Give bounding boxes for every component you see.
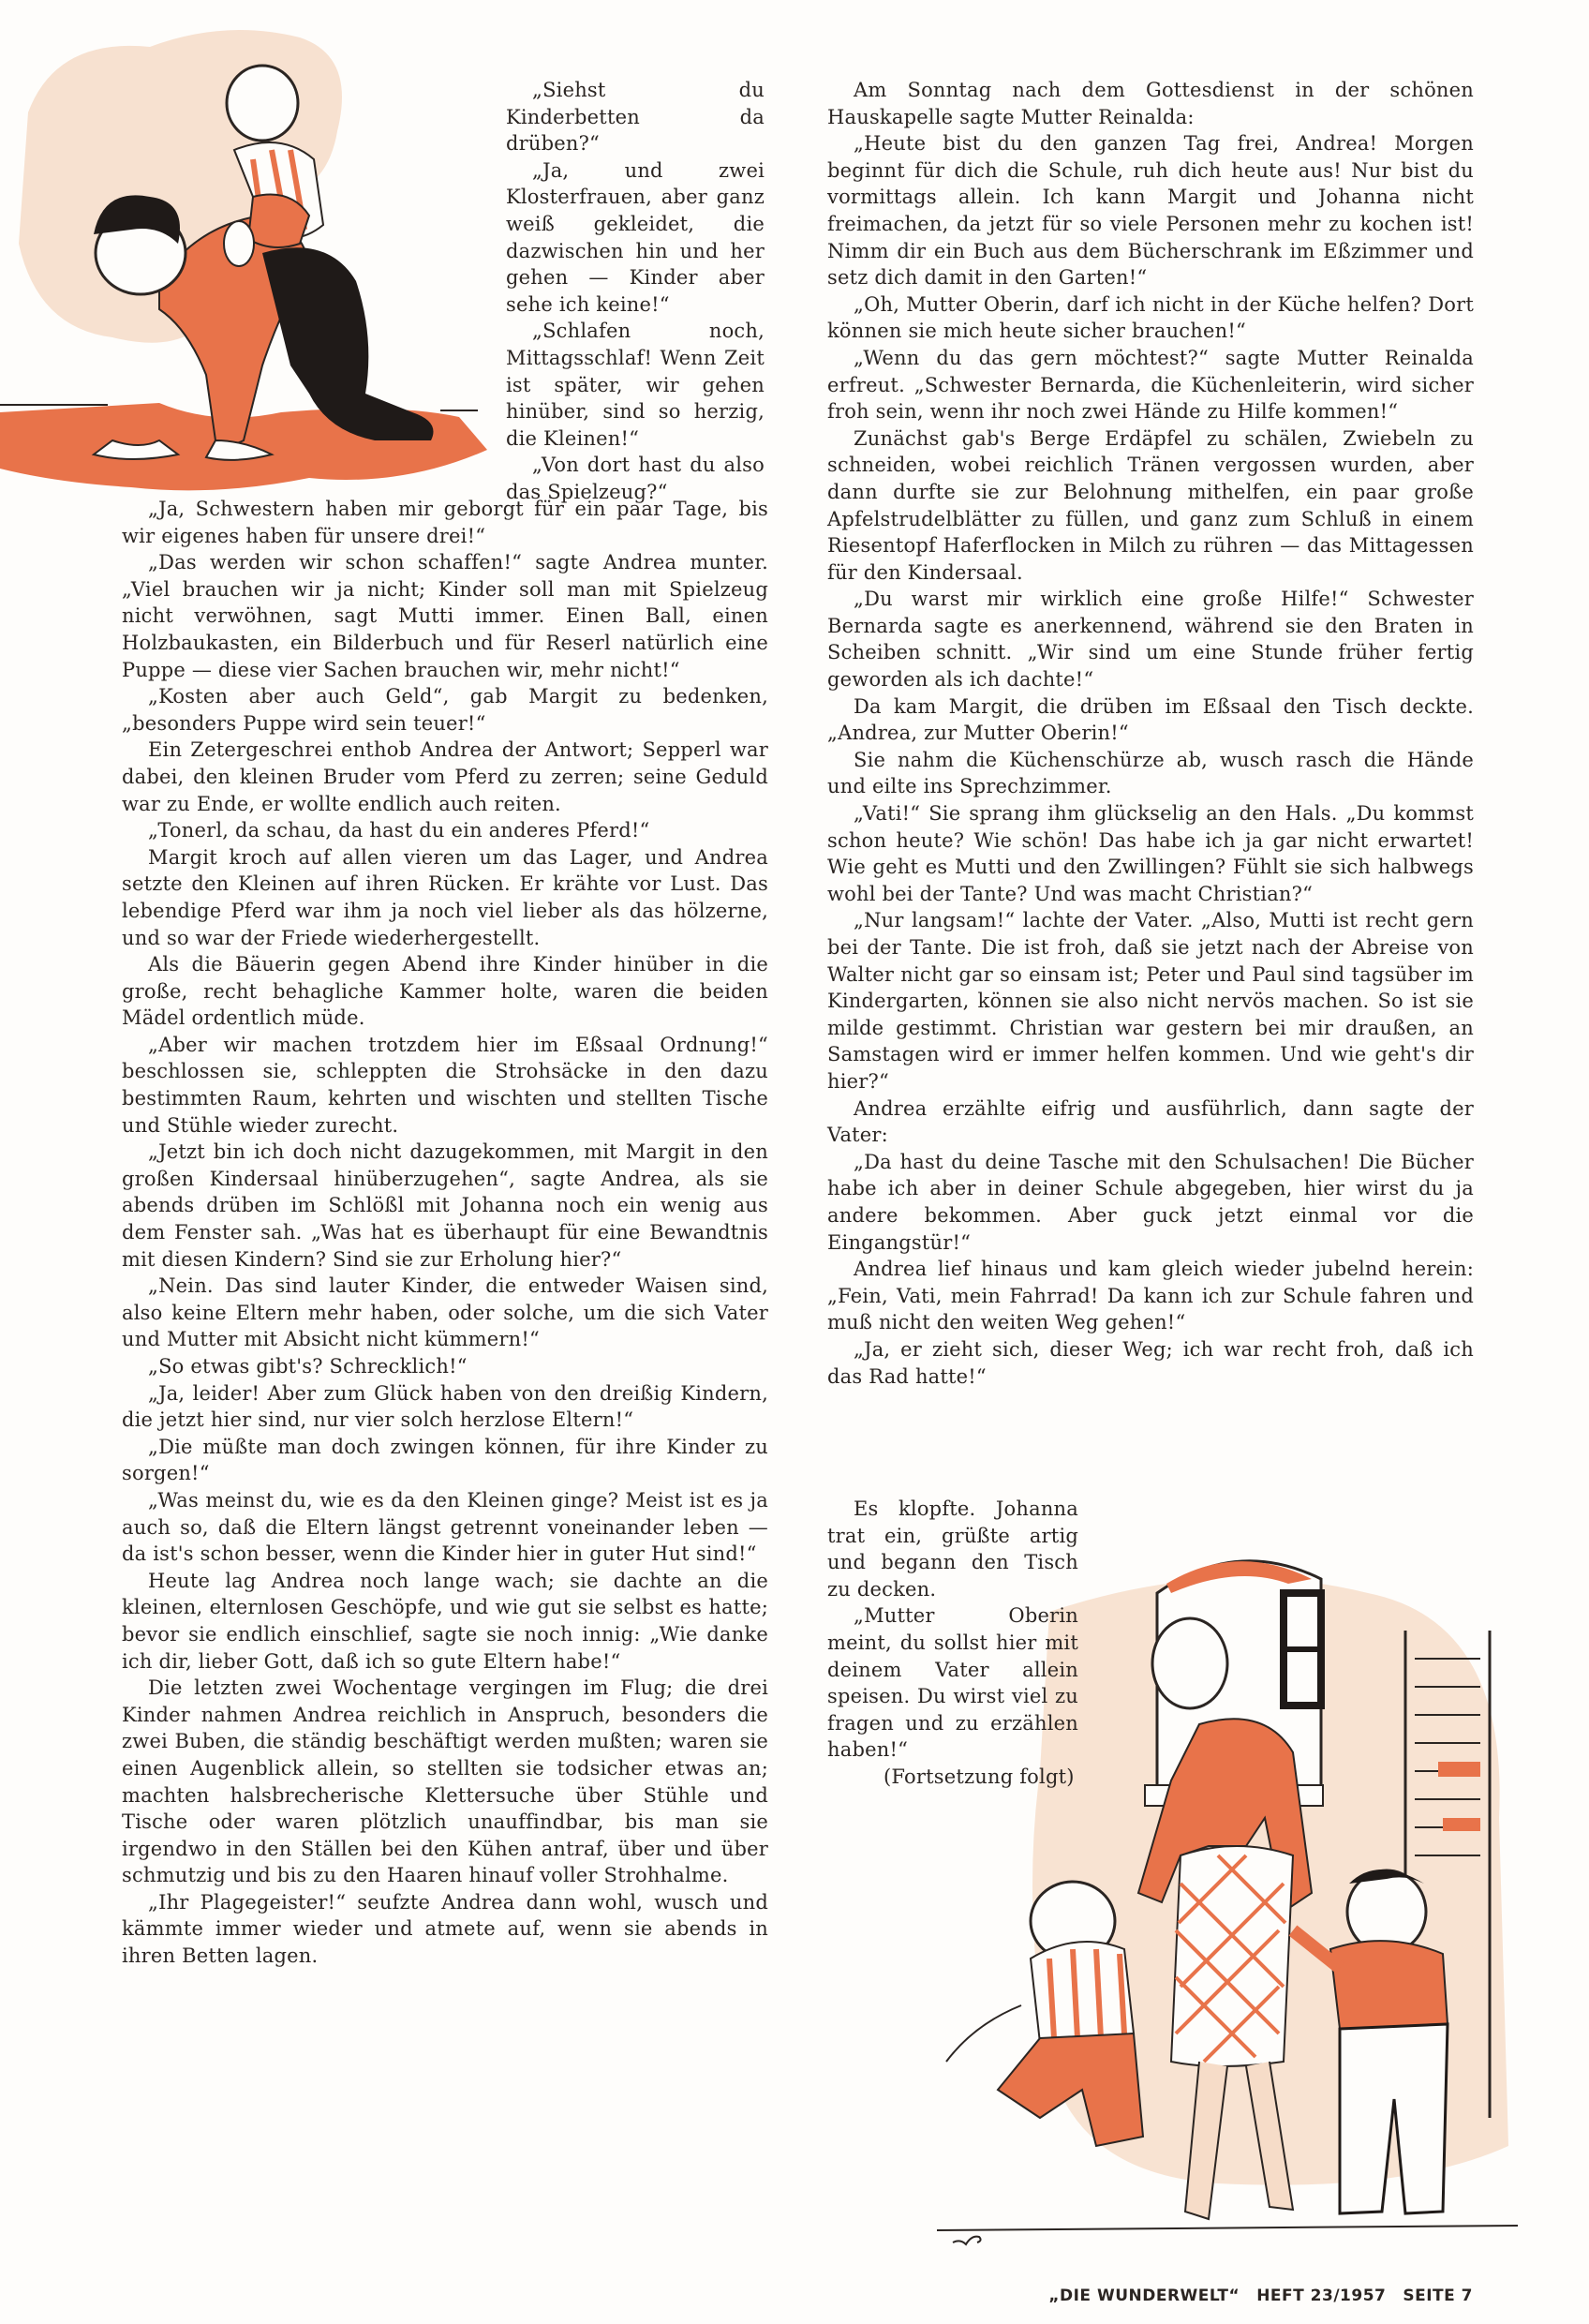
- magazine-title: „DIE WUNDERWELT“: [1048, 2287, 1240, 2305]
- paragraph: Heute lag Andrea noch lange wach; sie dachte an die kleinen, elternlosen Geschöpfe, und wie gut sie selbst es hatte; bevor sie endlich einschlief, sagte sie noch innig: „Wie danke ich dir, lieber Gott, daß ich so gute Eltern habe!“: [122, 1569, 768, 1673]
- paragraph: Die letzten zwei Wochentage vergingen im Flug; die drei Kinder nahmen Andrea reichlich in Anspruch, besonders die zwei Buben, die ständig beschäftigt werden mußten; waren sie einen Augenblick allein, so stellten sie todsicher etwas an; machten halsbrecherische Klettersuche über Stühle und Tische oder waren plötzlich unauffindbar, bis man sie irgendwo in den Ställen bei den Kühen antraf, über und über schmutzig und bis zu den Haaren hinauf voller Strohhalme.: [122, 1676, 768, 1887]
- illustration-piggyback: [0, 0, 525, 525]
- page-number: SEITE 7: [1403, 2287, 1473, 2305]
- paragraph: „Ihr Plagegeister!“ seufzte Andrea dann wohl, wusch und kämmte immer wieder und atmete auf, wenn sie abends in ihren Betten lagen.: [122, 1890, 768, 1968]
- paragraph: „Wenn du das gern möchtest?“ sagte Mutter Reinalda erfreut. „Schwester Bernarda, die Küchenleiterin, wird sicher froh sein, wenn ihr noch zwei Hände zu Hilfe kommen!“: [827, 346, 1474, 424]
- artist-signature-icon: [951, 2226, 998, 2248]
- paragraph: „Ja, Schwestern haben mir geborgt für ein paar Tage, bis wir eigenes haben für unsere drei!“: [122, 498, 768, 547]
- page-footer: [1048, 2287, 1473, 2305]
- paragraph: „Was meinst du, wie es da den Kleinen ginge? Meist ist es ja auch so, daß die Eltern längst getrennt voneinander leben — da ist's schon besser, wenn die Kinder hier in guter Hut sind!“: [122, 1488, 768, 1566]
- paragraph: „Siehst du Kinderbetten da drüben?“: [506, 79, 765, 156]
- paragraph: Sie nahm die Küchenschürze ab, wusch rasch die Hände und eilte ins Sprechzimmer.: [827, 748, 1474, 798]
- right-column-wrapped-text: [827, 1496, 1078, 1791]
- paragraph: Zunächst gab's Berge Erdäpfel zu schälen, Zwiebeln zu schneiden, wobei reichlich Tränen vergossen wurden, aber dann durfte sie zur Belohnung mithelfen, ein paar große Apfelstrudelblätter zu füllen, und ganz zum Schluß in einem Riesentopf Haferflocken in Milch zu rühren — das Mittagessen für den Kindersaal.: [827, 426, 1474, 584]
- left-column-wrapped-text: [506, 77, 765, 506]
- paragraph: Am Sonntag nach dem Gottesdienst in der schönen Hauskapelle sagte Mutter Reinalda:: [827, 79, 1474, 128]
- left-column-text: [122, 496, 768, 1970]
- right-column-text: [827, 77, 1474, 1390]
- paragraph: „Nein. Das sind lauter Kinder, die entweder Waisen sind, also keine Eltern mehr haben, oder solche, um die sich Vater und Mutter mit Absicht nicht kümmern!“: [122, 1274, 768, 1351]
- paragraph: „So etwas gibt's? Schrecklich!“: [148, 1355, 468, 1378]
- illustration-piggyback-icon: [0, 0, 525, 525]
- paragraph: Als die Bäuerin gegen Abend ihre Kinder hinüber in die große, recht behagliche Kammer holte, waren die beiden Mädel ordentlich müde.: [122, 953, 768, 1030]
- paragraph: Ein Zetergeschrei enthob Andrea der Antwort; Sepperl war dabei, den kleinen Bruder vom Pferd zu zerren; seine Geduld war zu Ende, er wollte endlich auch reiten.: [122, 738, 768, 815]
- paragraph: „Nur langsam!“ lachte der Vater. „Also, Mutti ist recht gern bei der Tante. Die ist froh, daß sie jetzt nach der Abreise von Walter nicht gar so einsam ist; Peter und Paul sind tagsüber im Kindergarten, können sie also nicht nervös machen. So ist sie milde gestimmt. Christian war gestern bei mir draußen, an Samstagen wird er immer helfen kommen. Und wie geht's dir hier?“: [827, 909, 1474, 1093]
- paragraph: „Tonerl, da schau, da hast du ein anderes Pferd!“: [148, 819, 650, 842]
- paragraph: Da kam Margit, die drüben im Eßsaal den Tisch deckte. „Andrea, zur Mutter Oberin!“: [827, 694, 1474, 745]
- paragraph: „Oh, Mutter Oberin, darf ich nicht in der Küche helfen? Dort können sie mich heute sicher brauchen!“: [827, 292, 1474, 343]
- paragraph: „Da hast du deine Tasche mit den Schulsachen! Die Bücher habe ich aber in deiner Schule abgegeben, hier wirst du ja andere bekommen. Aber guck jetzt einmal vor die Eingangstür!“: [827, 1150, 1474, 1254]
- paragraph: „Ja, und zwei Klosterfrauen, aber ganz weiß gekleidet, die dazwischen hin und her gehen — Kinder aber sehe ich keine!“: [506, 158, 765, 316]
- paragraph: „Die müßte man doch zwingen können, für ihre Kinder zu sorgen!“: [122, 1435, 768, 1485]
- paragraph: „Das werden wir schon schaffen!“ sagte Andrea munter. „Viel brauchen wir ja nicht; Kinder soll man mit Spielzeug nicht verwöhnen, sagt Mutti immer. Einen Ball, einen Holzbaukasten, ein Bilderbuch und für Reserl natürlich eine Puppe — diese vier Sachen brauchen wir, mehr nicht!“: [122, 551, 768, 681]
- paragraph: „Heute bist du den ganzen Tag frei, Andrea! Morgen beginnt für dich die Schule, ruh dich heute aus! Nur bist du vormittags allein. Ich kann Margit und Johanna nicht freimachen, da jetzt für so viele Personen mehr zu kochen ist! Nimm dir ein Buch aus dem Bücherschrank im Eßzimmer und setz dich damit in den Garten!“: [827, 132, 1474, 290]
- paragraph: Es klopfte. Johanna trat ein, grüßte artig und begann den Tisch zu decken.: [827, 1497, 1078, 1601]
- paragraph: Andrea erzählte eifrig und ausführlich, dann sagte der Vater:: [827, 1096, 1474, 1147]
- continuation-note: (Fortsetzung folgt): [884, 1765, 1075, 1788]
- paragraph: „Vati!“ Sie sprang ihm glückselig an den Hals. „Du kommst schon heute? Wie schön! Das habe ich ja gar nicht erwartet! Wie geht es Mutti und den Zwillingen? Fühlt sie sich halbwegs wohl bei der Tante? Und was macht Christian?“: [827, 802, 1474, 905]
- paragraph: „Du warst mir wirklich eine große Hilfe!“ Schwester Bernarda sagte es anerkennend, während sie den Braten in Scheiben schnitt. „Wir sind um eine Stunde früher fertig geworden als ich dachte!“: [827, 588, 1474, 692]
- paragraph: „Kosten aber auch Geld“, gab Margit zu bedenken, „besonders Puppe wird sein teuer!“: [122, 685, 768, 735]
- paragraph: Margit kroch auf allen vieren um das Lager, und Andrea setzte den Kleinen auf ihren Rücken. Er krähte vor Lust. Das lebendige Pferd war ihm ja noch viel lieber als das hölzerne, und so war der Friede wiederhergestellt.: [122, 845, 768, 949]
- paragraph: „Jetzt bin ich doch nicht dazugekommen, mit Margit in den großen Kindersaal hinüberzugehen“, sagte Andrea, als sie abends drüben im Schlößl mit Johanna noch ein wenig aus dem Fenster sah. „Was hat es überhaupt für eine Bewandtnis mit diesen Kindern? Sind sie zur Erholung hier?“: [122, 1140, 768, 1271]
- paragraph: „Mutter Oberin meint, du sollst hier mit deinem Vater allein speisen. Du wirst viel zu fragen und zu erzählen haben!“: [827, 1604, 1078, 1762]
- paragraph: „Aber wir machen trotzdem hier im Eßsaal Ordnung!“ beschlossen sie, schleppten die Strohsäcke in den dazu bestimmten Raum, kehrten und wischten und stellten Tische und Stühle wieder zurecht.: [122, 1033, 768, 1137]
- paragraph: „Schlafen noch, Mittagsschlaf! Wenn Zeit ist später, wir gehen hinüber, sind so herzig, die Kleinen!“: [506, 320, 765, 450]
- paragraph: „Von dort hast du also das Spielzeug?“: [506, 454, 765, 503]
- issue-number: HEFT 23/1957: [1256, 2287, 1387, 2305]
- paragraph: Andrea lief hinaus und kam gleich wieder jubelnd herein: „Fein, Vati, mein Fahrrad! Da kann ich zur Schule fahren und muß nicht den weiten Weg gehen!“: [827, 1258, 1474, 1334]
- paragraph: „Ja, er zieht sich, dieser Weg; ich war recht froh, daß ich das Rad hatte!“: [827, 1337, 1474, 1388]
- paragraph: „Ja, leider! Aber zum Glück haben von den dreißig Kindern, die jetzt hier sind, nur vier solch herzlose Eltern!“: [122, 1381, 768, 1432]
